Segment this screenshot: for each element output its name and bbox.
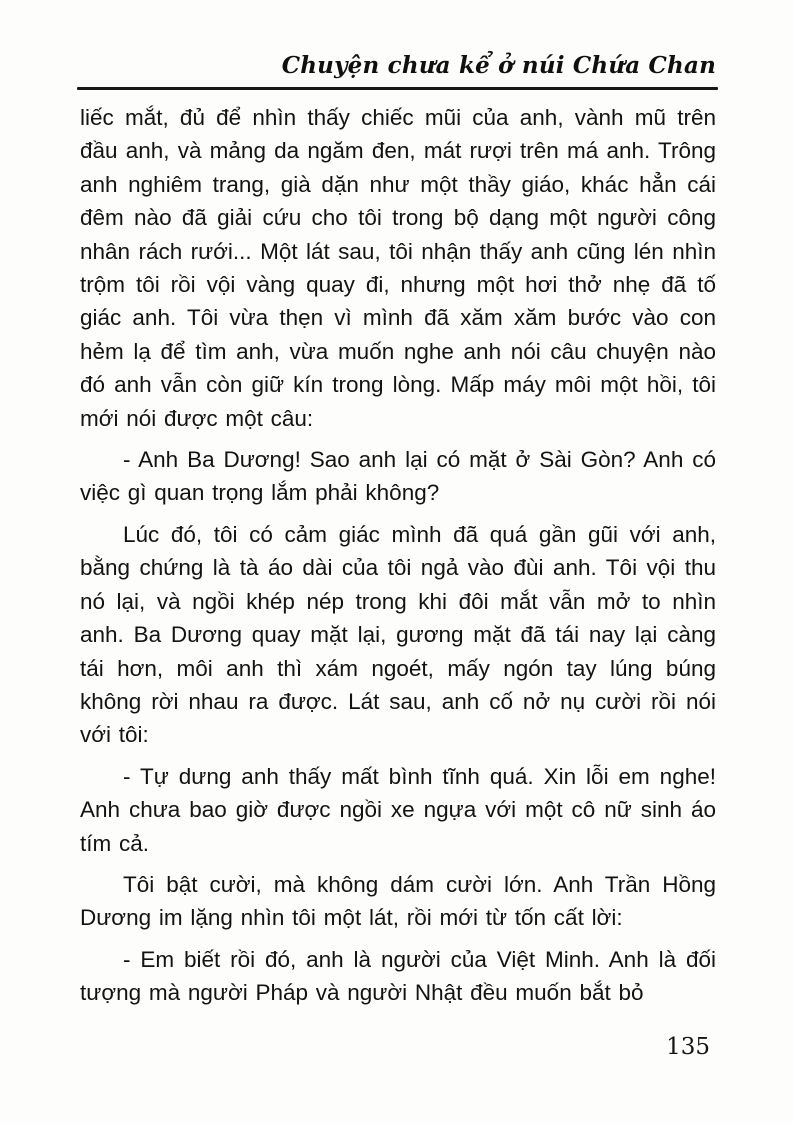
dialogue-paragraph: - Tự dưng anh thấy mất bình tĩnh quá. Xin lỗi em nghe! Anh chưa bao giờ được ngồi xe ngựa với một cô nữ sinh áo tím cả. [80,763,716,856]
header-rule [77,87,718,90]
running-header: Chuyện chưa kể ở núi Chứa Chan [281,52,716,79]
text-block [80,101,716,1018]
dialogue-paragraph: - Anh Ba Dương! Sao anh lại có mặt ở Sài Gòn? Anh có việc gì quan trọng lắm phải không? [80,447,716,506]
body-paragraph: Lúc đó, tôi có cảm giác mình đã quá gần gũi với anh, bằng chứng là tà áo dài của tôi ngả vào đùi anh. Tôi vội thu nó lại, và ngồi khép nép trong khi đôi mắt vẫn mở to nhìn anh. Ba Dương quay mặt lại, gương mặt đã tái nay lại càng tái hơn, môi anh thì xám ngoét, mấy ngón tay lúng búng không rời nhau ra được. Lát sau, anh cố nở nụ cười rồi nói với tôi: [80,521,716,748]
body-paragraph: liếc mắt, đủ để nhìn thấy chiếc mũi của anh, vành mũ trên đầu anh, và mảng da ngăm đen, mát rượi trên má anh. Trông anh nghiêm trang, già dặn như một thầy giáo, khác hẳn cái đêm nào đã giải cứu cho tôi trong bộ dạng một người công nhân rách rưới... Một lát sau, tôi nhận thấy anh cũng lén nhìn trộm tôi rồi vội vàng quay đi, nhưng một hơi thở nhẹ đã tố giác anh. Tôi vừa thẹn vì mình đã xăm xăm bước vào con hẻm lạ để tìm anh, vừa muốn nghe anh nói câu chuyện nào đó anh vẫn còn giữ kín trong lòng. Mấp máy môi một hồi, tôi mới nói được một câu: [80,105,716,431]
page-number: 135 [666,1034,710,1060]
dialogue-paragraph: - Em biết rồi đó, anh là người của Việt Minh. Anh là đối tượng mà người Pháp và người Nhật đều muốn bắt bỏ [80,946,716,1006]
body-paragraph: Tôi bật cười, mà không dám cười lớn. Anh Trần Hồng Dương im lặng nhìn tôi một lát, rồi mới từ tốn cất lời: [80,871,716,931]
